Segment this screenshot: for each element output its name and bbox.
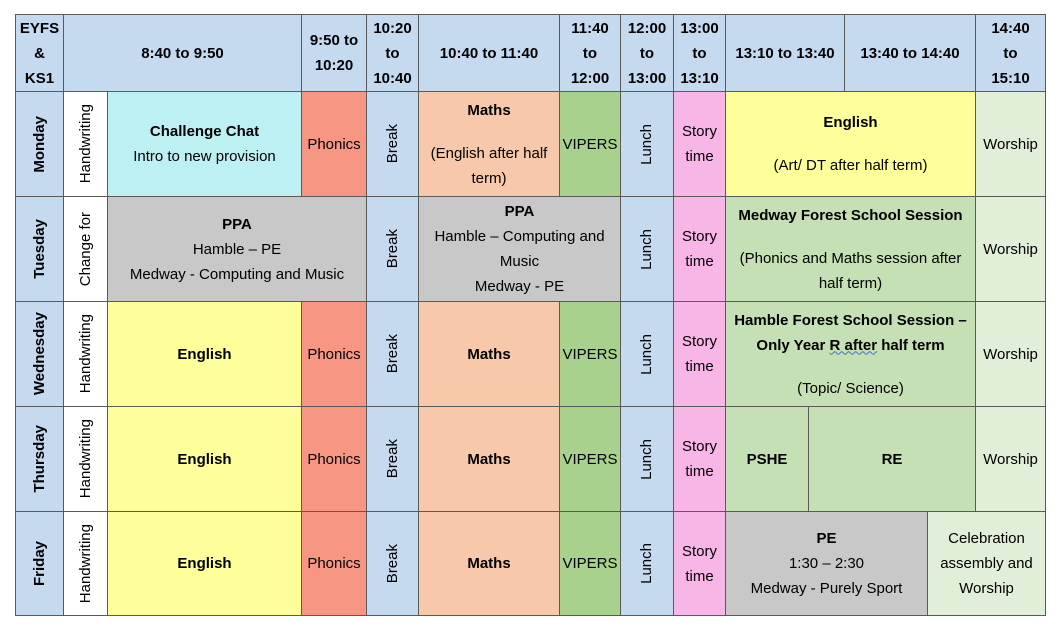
wednesday-break-label: Break [383,334,401,374]
wednesday-phonics-label: Phonics [307,345,361,363]
wednesday-vipers [559,301,621,407]
thursday-lunch-label: Lunch [638,438,655,480]
wednesday-forest-line2b: R after [829,336,878,354]
thursday-lunch [620,406,674,512]
monday-worship [975,91,1046,197]
header-time-7-line3: 13:10 [680,69,719,87]
monday-phonics-label: Phonics [307,135,361,153]
thursday-maths-label: Maths [467,450,511,468]
monday-worship-label: Worship [983,135,1038,153]
friday-english [107,511,302,616]
monday-handwriting [63,91,108,197]
friday-phonics-label: Phonics [307,555,361,572]
thursday-vipers-label: VIPERS [562,450,618,468]
wednesday-story-line2: time [685,358,714,375]
wednesday-handwriting [63,301,108,407]
header-time-9-label: 13:40 to 14:40 [860,44,960,62]
tuesday-ppa-2-title: PPA [504,203,535,220]
thursday-phonics [301,406,367,512]
friday-phonics [301,511,367,616]
tuesday-ppa-1-line1: Hamble – PE [192,240,282,258]
monday-lunch-label: Lunch [638,123,655,165]
friday-pe-time: 1:30 – 2:30 [788,555,865,572]
monday-challenge-sub: Intro to new provision [133,148,276,165]
header-time-8-label: 13:10 to 13:40 [735,44,835,62]
monday-story-time [673,91,726,197]
thursday-english [107,406,302,512]
friday-maths [418,511,560,616]
wednesday-lunch [620,301,674,407]
tuesday-lunch-label: Lunch [638,228,655,270]
friday-lunch [620,511,674,616]
header-time-10 [975,14,1046,92]
header-time-2 [301,14,367,92]
header-time-5-line1: 11:40 [571,19,609,37]
thursday-phonics-label: Phonics [307,450,361,468]
friday-maths-label: Maths [467,555,511,572]
day-wednesday [15,301,64,407]
friday-pe [725,511,928,616]
wednesday-forest-line2a: Only Year [756,336,830,354]
tuesday-ppa-1-title: PPA [222,215,252,233]
header-time-6-line2: to [639,44,655,62]
tuesday-ppa-2-line1: Hamble – Computing and [434,228,605,245]
friday-handwriting-label: Handwriting [76,523,94,604]
thursday-worship-label: Worship [983,450,1038,468]
tuesday-forest-school [725,196,976,302]
wednesday-break [366,301,419,407]
tuesday-break-label: Break [383,229,401,269]
thursday-break [366,406,419,512]
header-group-line3: KS1 [24,69,55,87]
tuesday-forest-title: Medway Forest School Session [738,206,963,224]
friday-break [366,511,419,616]
wednesday-english-label: English [177,345,232,363]
monday-english-title: English [823,114,878,131]
header-time-10-line2: to [1003,44,1018,62]
tuesday-ppa-2-line2: Music [499,253,540,270]
tuesday-ppa-1 [107,196,367,302]
friday-celebration [927,511,1046,616]
thursday-story-line2: time [685,463,714,480]
wednesday-forest-line2c: half term [877,336,945,354]
wednesday-forest-school [725,301,976,407]
thursday-handwriting [63,406,108,512]
header-time-4 [418,14,560,92]
wednesday-worship-label: Worship [983,345,1038,363]
friday-lunch-label: Lunch [638,543,655,584]
friday-story-line2: time [685,567,714,585]
friday-break-label: Break [383,543,401,584]
monday-break-label: Break [383,124,401,164]
wednesday-english [107,301,302,407]
header-time-9 [844,14,976,92]
tuesday-story-line1: Story [681,228,717,245]
thursday-maths [418,406,560,512]
wednesday-forest-line1: Hamble Forest School Session – [734,311,967,329]
monday-english [725,91,976,197]
header-time-6-line3: 13:00 [627,69,667,87]
header-group-line2: & [34,44,45,62]
day-thursday [15,406,64,512]
thursday-vipers [559,406,621,512]
header-time-3-line3: 10:40 [373,69,412,87]
header-time-7-line2: to [692,44,707,62]
friday-celebration-line1: Celebration [948,530,1025,547]
header-time-10-line1: 14:40 [991,19,1030,37]
wednesday-story-line1: Story [681,333,717,350]
thursday-break-label: Break [383,439,401,479]
thursday-pshe [725,406,809,512]
monday-break [366,91,419,197]
wednesday-forest-line2 [756,333,944,358]
monday-maths-line1: (English after half [430,144,548,162]
tuesday-break [366,196,419,302]
wednesday-maths-label: Maths [467,345,511,363]
monday-story-line1: Story [681,123,717,140]
monday-english-sub: (Art/ DT after half term) [773,157,928,174]
tuesday-forest-line1: (Phonics and Maths session after [739,249,962,267]
friday-handwriting [63,511,108,616]
tuesday-forest-line2: half term) [818,274,883,292]
header-group-line1: EYFS [19,19,60,37]
friday-vipers [559,511,621,616]
wednesday-lunch-label: Lunch [638,333,655,375]
tuesday-story-line2: time [685,253,714,270]
thursday-re-label: RE [881,450,903,468]
day-friday [15,511,64,616]
header-time-3-line1: 10:20 [373,19,412,37]
header-time-1-label: 8:40 to 9:50 [141,44,224,62]
wednesday-phonics [301,301,367,407]
tuesday-ppa-1-line2: Medway - Computing and Music [129,265,345,283]
tuesday-ppa-2 [418,196,621,302]
header-time-7-line1: 13:00 [680,19,719,37]
wednesday-worship [975,301,1046,407]
wednesday-handwriting-label: Handwriting [76,314,94,394]
header-time-2-line1: 9:50 to [309,32,359,49]
wednesday-story-time [673,301,726,407]
header-time-6-line1: 12:00 [627,19,667,37]
day-monday-label: Monday [30,115,48,173]
friday-vipers-label: VIPERS [562,555,618,572]
friday-story-line1: Story [681,542,717,560]
timetable [15,14,1046,616]
header-time-2-line2: 10:20 [314,57,354,74]
tuesday-worship [975,196,1046,302]
monday-vipers-label: VIPERS [562,135,618,153]
monday-challenge-title: Challenge Chat [149,123,260,140]
friday-story-time [673,511,726,616]
friday-pe-sub: Medway - Purely Sport [750,580,903,597]
monday-phonics [301,91,367,197]
thursday-story-time [673,406,726,512]
monday-vipers [559,91,621,197]
monday-maths-line2: term) [471,169,507,187]
header-group [15,14,64,92]
monday-handwriting-label: Handwriting [76,104,94,184]
header-time-6 [620,14,674,92]
header-time-4-label: 10:40 to 11:40 [439,44,539,62]
day-tuesday-label: Tuesday [30,219,48,279]
monday-challenge-chat [107,91,302,197]
wednesday-vipers-label: VIPERS [562,345,618,363]
tuesday-worship-label: Worship [983,240,1038,258]
header-time-8 [725,14,845,92]
monday-story-line2: time [685,148,714,165]
day-tuesday [15,196,64,302]
friday-english-label: English [177,555,232,572]
thursday-pshe-label: PSHE [746,450,788,468]
tuesday-lunch [620,196,674,302]
thursday-story-line1: Story [681,438,717,455]
friday-celebration-line3: Worship [959,580,1014,597]
monday-maths-title: Maths [467,101,511,119]
header-time-3 [366,14,419,92]
thursday-re [808,406,976,512]
friday-pe-title: PE [816,530,837,547]
thursday-english-label: English [177,450,232,468]
monday-lunch [620,91,674,197]
monday-maths [418,91,560,197]
header-time-5 [559,14,621,92]
wednesday-forest-sub: (Topic/ Science) [797,379,904,397]
wednesday-maths [418,301,560,407]
tuesday-ppa-2-line3: Medway - PE [474,278,565,295]
thursday-worship [975,406,1046,512]
header-time-7 [673,14,726,92]
friday-celebration-line2: assembly and [940,555,1033,572]
tuesday-change-label: Change for [76,211,94,287]
tuesday-story-time [673,196,726,302]
header-time-5-line2: to [582,44,598,62]
day-thursday-label: Thursday [30,425,48,493]
thursday-handwriting-label: Handwriting [76,419,94,499]
day-friday-label: Friday [30,540,48,586]
day-monday [15,91,64,197]
tuesday-change [63,196,108,302]
header-time-1 [63,14,302,92]
header-time-10-line3: 15:10 [991,69,1030,87]
header-time-3-line2: to [385,44,400,62]
header-time-5-line3: 12:00 [570,69,610,87]
day-wednesday-label: Wednesday [30,312,48,396]
